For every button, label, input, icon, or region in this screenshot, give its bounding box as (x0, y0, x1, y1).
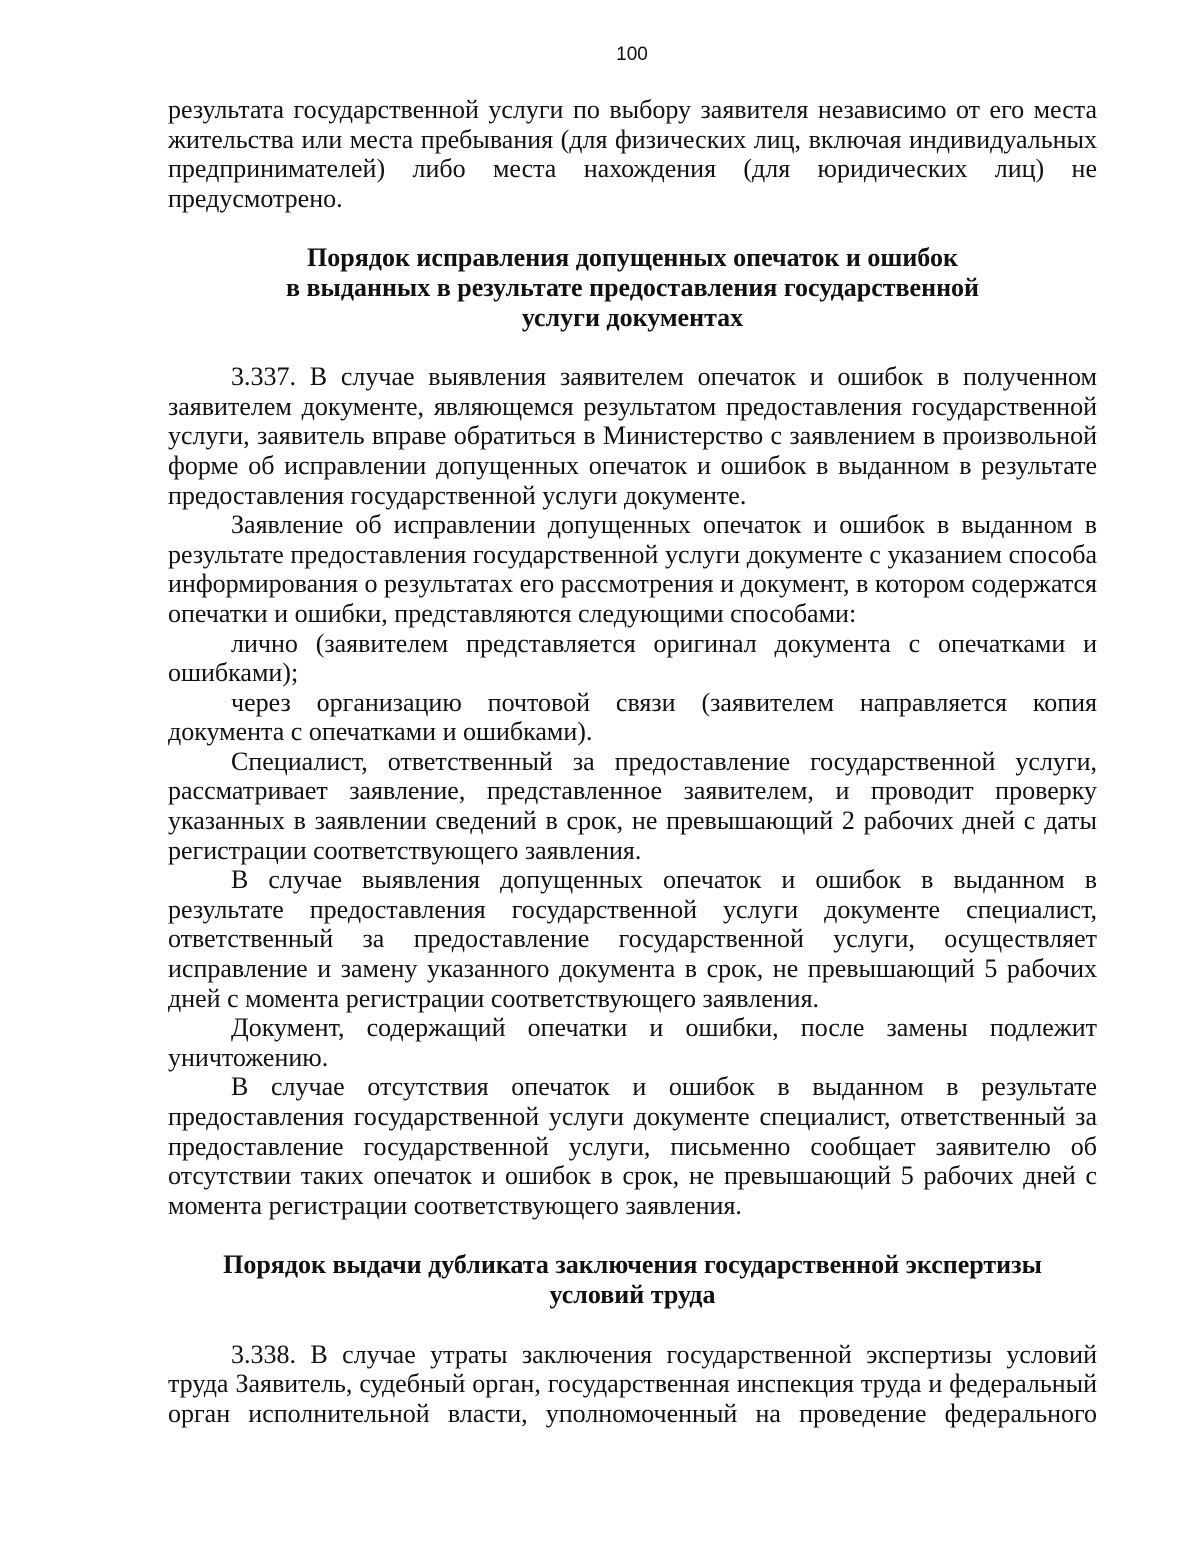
paragraph-3-338: 3.338. В случае утраты заключения государственной экспертизы условий труда Заявитель, судебный орган, государственная инспекция труда и федеральный орган исполнительной власти, уполномоченный на проведение федерального (168, 1339, 1097, 1428)
intro-paragraph: результата государственной услуги по выбору заявителя независимо от его места жительства или места пребывания (для физических лиц, включая индивидуальных предпринимателей) либо места нахождения (для юридических лиц) не предусмотрено. (168, 95, 1097, 213)
heading-line: в выданных в результате предоставления государственной (285, 272, 980, 302)
paragraph-in-person: лично (заявителем представляется оригинал документа с опечатками и ошибками); (168, 628, 1097, 688)
heading-line: Порядок исправления допущенных опечаток и ошибок (307, 243, 958, 273)
paragraph-by-post: через организацию почтовой связи (заявителем направляется копия документа с опечатками и ошибками). (168, 687, 1097, 747)
paragraph-destruction: Документ, содержащий опечатки и ошибки, после замены подлежит уничтожению. (168, 1013, 1097, 1072)
paragraph-correction: В случае выявления допущенных опечаток и ошибок в выданном в результате предоставления государственной услуги документе специалист, ответственный за предоставление государственной услуги, осуществляет исправление и замену указанного документа в срок, не превышающий 5 рабочих дней с момента регистрации соответствующего заявления. (168, 865, 1097, 1013)
section-heading-corrections (168, 243, 1097, 332)
section-body-duplicate (168, 1340, 1097, 1429)
heading-line: условий труда (549, 1279, 716, 1309)
heading-line: услуги документах (521, 302, 744, 332)
heading-line: Порядок выдачи дубликата заключения государственной экспертизы (223, 1250, 1042, 1280)
section-heading-duplicate (168, 1250, 1097, 1309)
section-body-corrections (168, 362, 1097, 1220)
paragraph-no-errors: В случае отсутствия опечаток и ошибок в выданном в результате предоставления государственной услуги документе специалист, ответственный за предоставление государственной услуги, письменно сообщает заявителю об отсутствии таких опечаток и ошибок в срок, не превышающий 5 рабочих дней с момента регистрации соответствующего заявления. (168, 1072, 1097, 1220)
document-body (168, 95, 1097, 1428)
paragraph-application: Заявление об исправлении допущенных опечаток и ошибок в выданном в результате предоставления государственной услуги документе с указанием способа информирования о результатах его рассмотрения и документ, в котором содержатся опечатки и ошибки, представляются следующими способами: (168, 510, 1097, 628)
paragraph-3-337: 3.337. В случае выявления заявителем опечаток и ошибок в полученном заявителем документе, являющемся результатом предоставления государственной услуги, заявитель вправе обратиться в Министерство с заявлением в произвольной форме об исправлении допущенных опечаток и ошибок в выданном в результате предоставления государственной услуги документе. (168, 362, 1097, 510)
paragraph-review: Специалист, ответственный за предоставление государственной услуги, рассматривает заявление, представленное заявителем, и проводит проверку указанных в заявлении сведений в срок, не превышающий 2 рабочих дней с даты регистрации соответствующего заявления. (168, 746, 1097, 865)
page-number: 100 (616, 44, 648, 65)
